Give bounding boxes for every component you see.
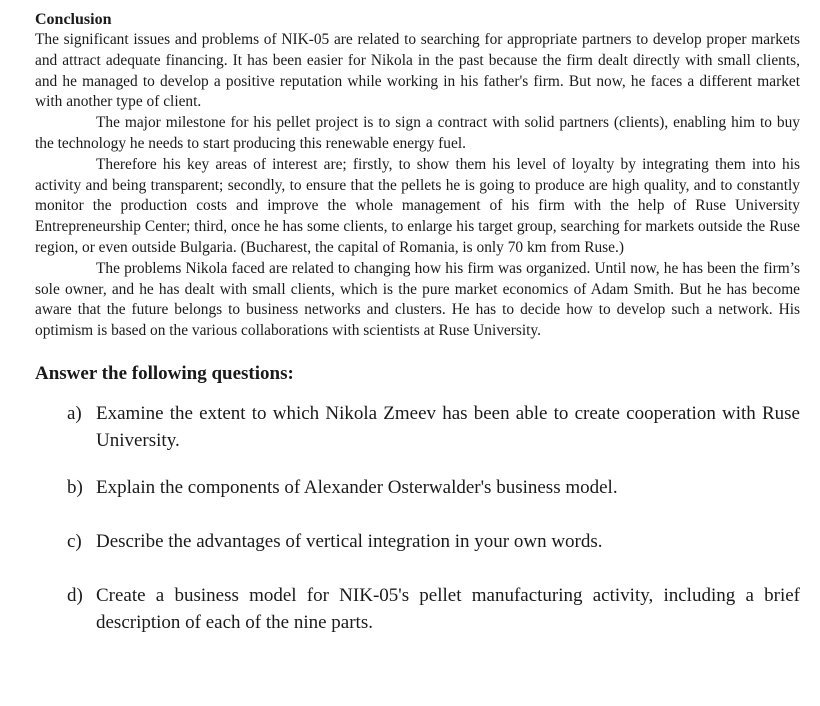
question-text: Explain the components of Alexander Osterwalder's business model. xyxy=(96,476,618,498)
question-text: Examine the extent to which Nikola Zmeev has been able to create cooperation with Ruse University. xyxy=(96,402,800,451)
conclusion-paragraph-1: The significant issues and problems of NIK-05 are related to searching for appropriate partners to develop proper markets and attract adequate financing. It has been easier for Nikola in the past because the firm dealt directly with small clients, and he managed to develop a positive reputation while working in his father's firm. But now, he faces a different market with another type of client. xyxy=(35,31,800,111)
conclusion-paragraph-4: The problems Nikola faced are related to changing how his firm was organized. Until now, he has been the firm’s sole owner, and he has dealt with small clients, which is the pure market economics of Adam Smith. But he has become aware that the future belongs to business networks and clusters. He has to decide how to develop such a network. His optimism is based on the various collaborations with scientists at Ruse University. xyxy=(35,259,800,340)
questions-list xyxy=(35,400,800,636)
question-letter: d) xyxy=(67,584,83,606)
questions-section xyxy=(35,362,800,636)
questions-title: Answer the following questions: xyxy=(35,362,294,384)
question-letter: c) xyxy=(67,530,82,552)
conclusion-heading: Conclusion xyxy=(35,11,112,28)
question-item-c xyxy=(35,528,800,555)
conclusion-section xyxy=(35,10,800,342)
question-item-a xyxy=(35,400,800,454)
question-item-b xyxy=(35,474,800,501)
conclusion-paragraph-2: The major milestone for his pellet project is to sign a contract with solid partners (clients), enabling him to buy the technology he needs to start producing this renewable energy fuel. xyxy=(35,114,800,152)
question-item-d xyxy=(35,582,800,636)
question-text: Create a business model for NIK-05's pellet manufacturing activity, including a brief description of each of the nine parts. xyxy=(96,584,800,633)
question-letter: b) xyxy=(67,476,83,498)
question-letter: a) xyxy=(67,402,82,424)
question-text: Describe the advantages of vertical integration in your own words. xyxy=(96,530,603,552)
conclusion-paragraph-3: Therefore his key areas of interest are; firstly, to show them his level of loyalty by integrating them into his activity and being transparent; secondly, to ensure that the pellets he is going to produce are high quality, and to constantly monitor the production costs and improve the whole management of his firm with the help of Ruse University Entrepreneurship Center; third, once he has some clients, to enlarge his target group, searching for markets outside the Ruse region, or even outside Bulgaria. (Bucharest, the capital of Romania, is only 70 km from Ruse.) xyxy=(35,155,800,256)
